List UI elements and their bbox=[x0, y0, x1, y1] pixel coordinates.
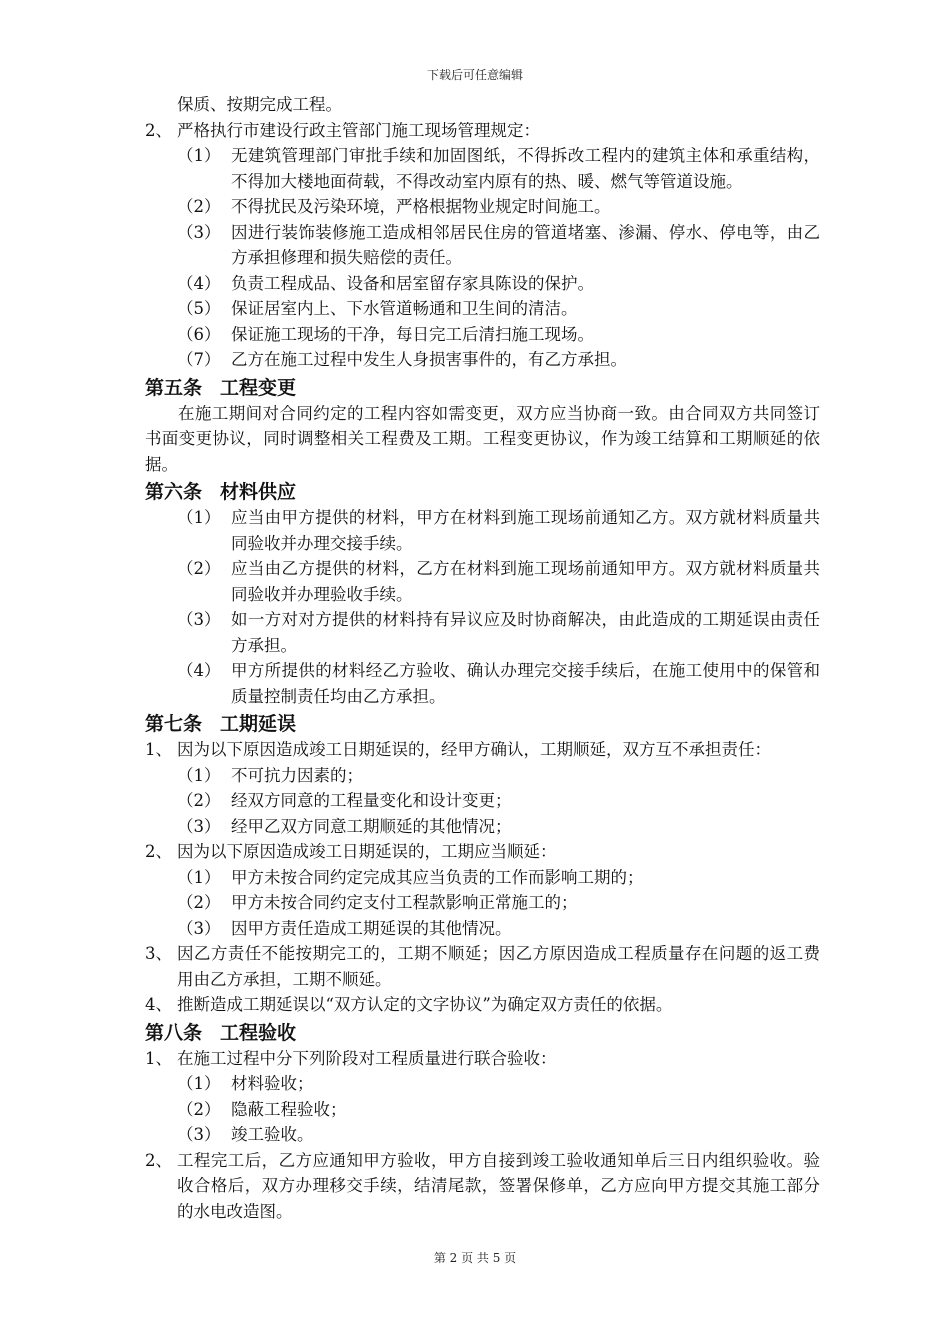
sub-item-text: 材料验收； bbox=[231, 1074, 314, 1093]
article-heading-5 bbox=[145, 375, 820, 401]
article-title: 工程变更 bbox=[220, 376, 297, 399]
sub-item-number: （3） bbox=[177, 222, 221, 242]
clause-number: 1、 bbox=[145, 1048, 172, 1068]
document-body bbox=[145, 92, 820, 1224]
sub-item-text: 不可抗力因素的； bbox=[231, 765, 363, 785]
numbered-clause bbox=[145, 1046, 820, 1072]
sub-item-number: （1） bbox=[177, 1074, 221, 1093]
sub-item-text: 竣工验收。 bbox=[231, 1125, 314, 1144]
sub-item-number: （3） bbox=[177, 816, 221, 836]
numbered-clause bbox=[145, 737, 820, 763]
sub-item-text: 如一方对对方提供的材料持有异议应及时协商解决，由此造成的工期延误由责任方承担。 bbox=[231, 610, 820, 655]
sub-item-number: （3） bbox=[177, 918, 221, 938]
numbered-clause bbox=[145, 992, 820, 1018]
sub-item bbox=[145, 1097, 820, 1123]
numbered-clause bbox=[145, 118, 820, 144]
sub-item-number: （2） bbox=[177, 1099, 221, 1119]
sub-item bbox=[145, 347, 820, 373]
sub-item bbox=[145, 1122, 820, 1148]
clause-number: 2、 bbox=[145, 1150, 172, 1170]
clause-text: 工程完工后，乙方应通知甲方验收，甲方自接到竣工验收通知单后三日内组织验收。验收合格后，双方办理移交手续，结清尾款，签署保修单，乙方应向甲方提交其施工部分的水电改造图。 bbox=[177, 1150, 820, 1221]
sub-item bbox=[145, 505, 820, 556]
sub-item bbox=[145, 296, 820, 322]
clause-text: 在施工过程中分下列阶段对工程质量进行联合验收： bbox=[177, 1048, 557, 1068]
sub-item-list bbox=[145, 1071, 820, 1148]
article-heading-6 bbox=[145, 479, 820, 505]
clause-number: 1、 bbox=[145, 740, 172, 759]
sub-item bbox=[145, 143, 820, 194]
numbered-clause bbox=[145, 839, 820, 865]
sub-item-number: （4） bbox=[177, 273, 221, 293]
sub-item-list bbox=[145, 505, 820, 709]
sub-item bbox=[145, 865, 820, 891]
sub-item bbox=[145, 1071, 820, 1097]
sub-item bbox=[145, 916, 820, 942]
sub-item-number: （2） bbox=[177, 893, 221, 912]
sub-item-text: 乙方在施工过程中发生人身损害事件的，有乙方承担。 bbox=[231, 350, 627, 369]
sub-item-number: （1） bbox=[177, 765, 221, 785]
sub-item-list bbox=[145, 763, 820, 840]
article-title: 工期延误 bbox=[220, 713, 297, 735]
sub-item-number: （7） bbox=[177, 350, 221, 369]
sub-item bbox=[145, 220, 820, 271]
sub-item-number: （3） bbox=[177, 1125, 221, 1144]
sub-item bbox=[145, 556, 820, 607]
paragraph-continuation: 保质、按期完成工程。 bbox=[177, 95, 342, 114]
numbered-clause bbox=[145, 941, 820, 992]
page-header: 下载后可任意编辑 bbox=[426, 68, 523, 82]
sub-item-text: 因进行装饰装修施工造成相邻居民住房的管道堵塞、渗漏、停水、停电等，由乙方承担修理和损失赔偿的责任。 bbox=[231, 222, 820, 267]
sub-item-text: 保证施工现场的干净，每日完工后清扫施工现场。 bbox=[231, 324, 594, 344]
numbered-clause bbox=[145, 1148, 820, 1225]
clause-text: 因为以下原因造成竣工日期延误的，经甲方确认，工期顺延，双方互不承担责任： bbox=[177, 740, 771, 759]
article-paragraph: 在施工期间对合同约定的工程内容如需变更，双方应当协商一致。由合同双方共同签订书面变更协议，同时调整相关工程费及工期。工程变更协议，作为竣工结算和工期顺延的依据。 bbox=[145, 403, 820, 474]
sub-item-list bbox=[145, 143, 820, 373]
sub-item-number: （1） bbox=[177, 867, 221, 887]
clause-number: 3、 bbox=[145, 944, 172, 963]
clause-number: 2、 bbox=[145, 120, 172, 140]
clause-text: 严格执行市建设行政主管部门施工现场管理规定： bbox=[177, 120, 540, 140]
sub-item-number: （1） bbox=[177, 146, 221, 165]
sub-item bbox=[145, 763, 820, 789]
clause-number: 4、 bbox=[145, 995, 172, 1014]
sub-item-number: （4） bbox=[177, 661, 221, 680]
sub-item-number: （2） bbox=[177, 791, 221, 810]
sub-item bbox=[145, 890, 820, 916]
clause-text: 因为以下原因造成竣工日期延误的，工期应当顺延： bbox=[177, 842, 557, 861]
sub-item-text: 隐蔽工程验收； bbox=[231, 1099, 347, 1119]
sub-item-number: （6） bbox=[177, 324, 221, 344]
sub-item bbox=[145, 322, 820, 348]
sub-item bbox=[145, 271, 820, 297]
sub-item-number: （2） bbox=[177, 197, 221, 216]
article-heading-7 bbox=[145, 711, 820, 737]
article-title: 材料供应 bbox=[220, 481, 297, 503]
article-title: 工程验收 bbox=[220, 1021, 297, 1044]
sub-item-number: （3） bbox=[177, 610, 221, 629]
sub-item-number: （2） bbox=[177, 559, 221, 578]
article-number: 第六条 bbox=[145, 481, 203, 503]
sub-item bbox=[145, 814, 820, 840]
sub-item-list bbox=[145, 865, 820, 942]
sub-item-text: 应当由乙方提供的材料，乙方在材料到施工现场前通知甲方。双方就材料质量共同验收并办理验收手续。 bbox=[231, 559, 820, 604]
sub-item-text: 不得扰民及污染环境，严格根据物业规定时间施工。 bbox=[231, 197, 611, 216]
sub-item-text: 保证居室内上、下水管道畅通和卫生间的清洁。 bbox=[231, 299, 578, 318]
article-number: 第五条 bbox=[145, 376, 203, 399]
article-number: 第七条 bbox=[145, 713, 203, 735]
article-number: 第八条 bbox=[145, 1021, 203, 1044]
sub-item bbox=[145, 788, 820, 814]
sub-item-text: 经甲乙双方同意工期顺延的其他情况； bbox=[231, 816, 512, 836]
clause-number: 2、 bbox=[145, 842, 172, 861]
sub-item-text: 无建筑管理部门审批手续和加固图纸，不得拆改工程内的建筑主体和承重结构，不得加大楼地面荷载，不得改动室内原有的热、暖、燃气等管道设施。 bbox=[231, 146, 820, 191]
sub-item-text: 应当由甲方提供的材料，甲方在材料到施工现场前通知乙方。双方就材料质量共同验收并办理交接手续。 bbox=[231, 508, 820, 553]
sub-item-text: 因甲方责任造成工期延误的其他情况。 bbox=[231, 918, 512, 938]
sub-item-text: 甲方未按合同约定完成其应当负责的工作而影响工期的； bbox=[231, 867, 644, 887]
sub-item bbox=[145, 194, 820, 220]
sub-item-text: 甲方所提供的材料经乙方验收、确认办理完交接手续后，在施工使用中的保管和质量控制责任均由乙方承担。 bbox=[231, 661, 820, 706]
sub-item bbox=[145, 658, 820, 709]
sub-item bbox=[145, 607, 820, 658]
sub-item-text: 甲方未按合同约定支付工程款影响正常施工的； bbox=[231, 893, 578, 912]
page-footer: 第 2 页 共 5 页 bbox=[433, 1251, 517, 1265]
sub-item-text: 经双方同意的工程量变化和设计变更； bbox=[231, 791, 512, 810]
article-heading-8 bbox=[145, 1020, 820, 1046]
sub-item-text: 负责工程成品、设备和居室留存家具陈设的保护。 bbox=[231, 273, 594, 293]
clause-text: 因乙方责任不能按期完工的，工期不顺延；因乙方原因造成工程质量存在问题的返工费用由乙方承担，工期不顺延。 bbox=[177, 944, 820, 989]
clause-text: 推断造成工期延误以“双方认定的文字协议”为确定双方责任的依据。 bbox=[177, 995, 673, 1014]
sub-item-number: （5） bbox=[177, 299, 221, 318]
sub-item-number: （1） bbox=[177, 508, 221, 527]
